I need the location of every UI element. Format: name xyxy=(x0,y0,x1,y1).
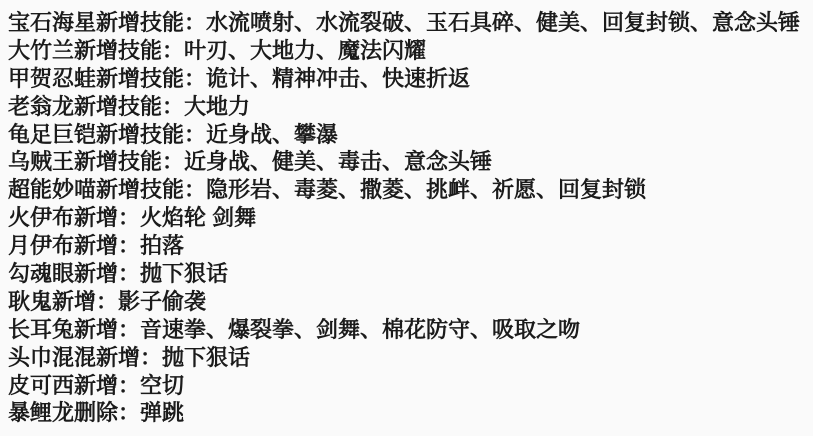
pokemon-name: 甲贺忍蛙 xyxy=(8,65,97,91)
changelog-line xyxy=(8,372,807,400)
action-label: 新增技能 xyxy=(96,121,185,147)
colon-separator: ： xyxy=(118,400,141,426)
changelog-line xyxy=(8,399,807,427)
pokemon-name: 龟足巨铠 xyxy=(8,121,97,147)
action-label: 新增技能 xyxy=(74,93,163,119)
colon-separator: ： xyxy=(162,93,185,119)
pokemon-name: 头巾混混 xyxy=(8,344,97,370)
changelog-line xyxy=(8,316,807,344)
changelog-line xyxy=(8,121,807,149)
changelog-line xyxy=(8,93,807,121)
action-label: 新增 xyxy=(74,316,119,342)
skills-list: 近身战、攀瀑 xyxy=(206,121,339,147)
colon-separator: ： xyxy=(162,149,185,175)
changelog-line xyxy=(8,344,807,372)
skills-list: 音速拳、爆裂拳、剑舞、棉花防守、吸取之吻 xyxy=(140,316,581,342)
action-label: 新增 xyxy=(74,233,119,259)
pokemon-name: 皮可西 xyxy=(8,372,75,398)
pokemon-name: 耿鬼 xyxy=(8,288,53,314)
colon-separator: ： xyxy=(118,261,141,287)
colon-separator: ： xyxy=(184,177,207,203)
pokemon-name: 大竹兰 xyxy=(8,37,75,63)
pokemon-name: 老翁龙 xyxy=(8,93,75,119)
action-label: 新增技能 xyxy=(96,65,185,91)
colon-separator: ： xyxy=(96,288,119,314)
changelog-line xyxy=(8,148,807,176)
changelog-line xyxy=(8,37,807,65)
skills-list: 影子偷袭 xyxy=(118,288,207,314)
colon-separator: ： xyxy=(118,205,141,231)
pokemon-name: 暴鲤龙 xyxy=(8,400,75,426)
colon-separator: ： xyxy=(118,372,141,398)
pokemon-name: 乌贼王 xyxy=(8,149,75,175)
skills-list: 火焰轮 剑舞 xyxy=(140,205,257,231)
pokemon-name: 宝石海星 xyxy=(8,10,97,35)
skills-list: 大地力 xyxy=(184,93,251,119)
colon-separator: ： xyxy=(162,37,185,63)
action-label: 新增 xyxy=(74,261,119,287)
changelog-line xyxy=(8,204,807,232)
action-label: 新增 xyxy=(96,344,141,370)
colon-separator: ： xyxy=(184,121,207,147)
colon-separator: ： xyxy=(184,65,207,91)
skills-list: 水流喷射、水流裂破、玉石具碎、健美、回复封锁、意念头锤 xyxy=(206,10,801,35)
action-label: 新增技能 xyxy=(96,177,185,203)
skills-list: 叶刃、大地力、魔法闪耀 xyxy=(184,37,427,63)
pokemon-name: 长耳兔 xyxy=(8,316,75,342)
skills-list: 诡计、精神冲击、快速折返 xyxy=(206,65,471,91)
action-label: 新增 xyxy=(52,288,97,314)
skills-list: 空切 xyxy=(140,372,185,398)
action-label: 新增 xyxy=(74,372,119,398)
action-label: 新增技能 xyxy=(74,149,163,175)
pokemon-name: 超能妙喵 xyxy=(8,177,97,203)
pokemon-name: 火伊布 xyxy=(8,205,75,231)
colon-separator: ： xyxy=(140,344,163,370)
changelog-line xyxy=(8,288,807,316)
changelog-line xyxy=(8,260,807,288)
skills-list: 隐形岩、毒菱、撒菱、挑衅、祈愿、回复封锁 xyxy=(206,177,647,203)
action-label: 新增技能 xyxy=(74,37,163,63)
pokemon-name: 勾魂眼 xyxy=(8,261,75,287)
colon-separator: ： xyxy=(118,316,141,342)
skills-list: 拍落 xyxy=(140,233,185,259)
changelog-line xyxy=(8,232,807,260)
action-label: 新增技能 xyxy=(96,10,185,35)
action-label: 删除 xyxy=(74,400,119,426)
pokemon-name: 月伊布 xyxy=(8,233,75,259)
skills-list: 弹跳 xyxy=(140,400,185,426)
action-label: 新增 xyxy=(74,205,119,231)
changelog-line xyxy=(8,9,807,37)
changelog xyxy=(8,9,807,427)
colon-separator: ： xyxy=(118,233,141,259)
skills-list: 近身战、健美、毒击、意念头锤 xyxy=(184,149,493,175)
colon-separator: ： xyxy=(184,10,207,35)
changelog-line xyxy=(8,176,807,204)
skills-list: 抛下狠话 xyxy=(162,344,251,370)
skills-list: 抛下狠话 xyxy=(140,261,229,287)
changelog-line xyxy=(8,65,807,93)
